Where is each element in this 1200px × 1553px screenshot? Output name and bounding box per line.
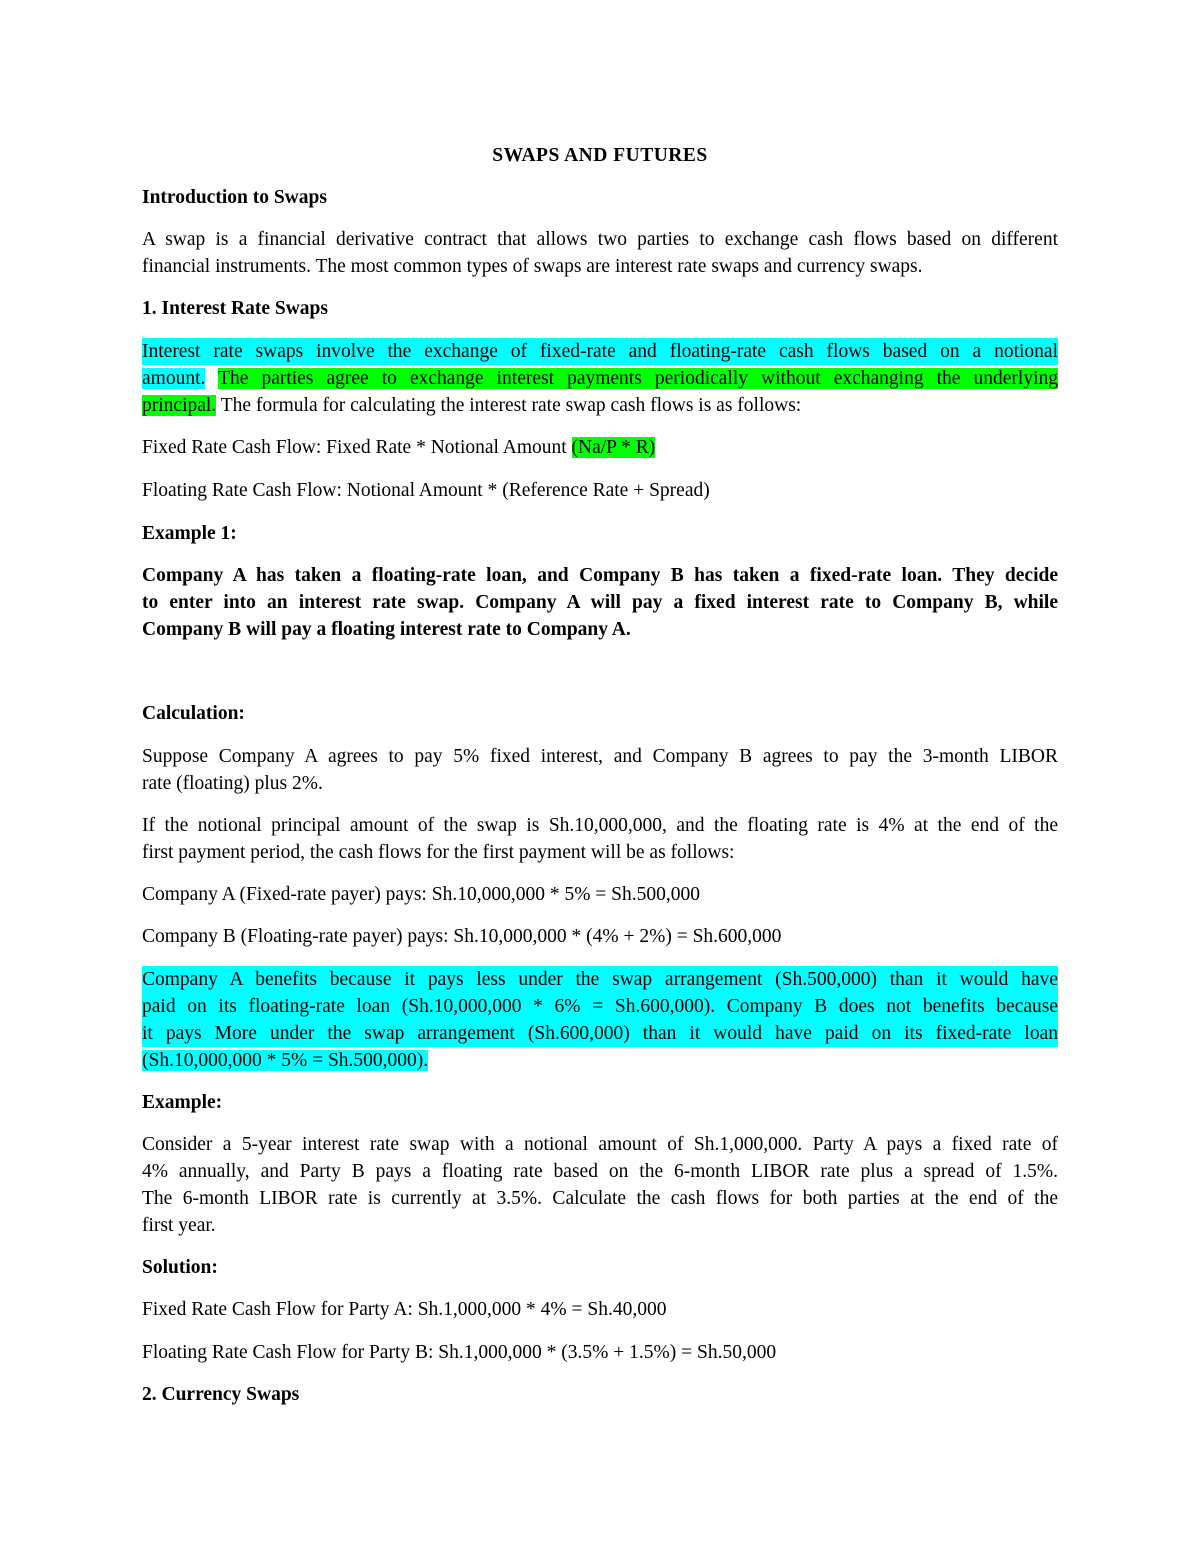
irs-line-3 xyxy=(142,392,801,419)
interest-rate-swaps-heading: 1. Interest Rate Swaps xyxy=(142,298,328,319)
irs-line-3-green: principal. xyxy=(142,395,217,416)
example-2-line-3: The 6-month LIBOR rate is currently at 3.5%. Calculate the cash flows for both parties at the end of the xyxy=(142,1188,1058,1209)
example-1-line-2: to enter into an interest rate swap. Company A will pay a fixed interest rate to Company B, while xyxy=(142,592,1058,613)
benefit-line-3: it pays More under the swap arrangement (Sh.600,000) than it would have paid on its fixed-rate loan xyxy=(142,1020,1058,1047)
example-2-line-2: 4% annually, and Party B pays a floating rate based on the 6-month LIBOR rate plus a spread of 1.5%. xyxy=(142,1161,1058,1182)
irs-line-3-plain: The formula for calculating the interest rate swap cash flows is as follows: xyxy=(216,395,802,416)
solution-line-1: Fixed Rate Cash Flow for Party A: Sh.1,000,000 * 4% = Sh.40,000 xyxy=(142,1299,667,1320)
intro-line-1: A swap is a financial derivative contract that allows two parties to exchange cash flows based on different xyxy=(142,229,1058,250)
fixed-rate-formula-highlight: (Na/P * R) xyxy=(571,437,656,458)
solution-heading: Solution: xyxy=(142,1257,218,1278)
calculation-line-3: If the notional principal amount of the swap is Sh.10,000,000, and the floating rate is 4% at the end of the xyxy=(142,815,1058,836)
calculation-heading: Calculation: xyxy=(142,703,245,724)
irs-line-2-cyan: amount. xyxy=(142,368,206,389)
floating-rate-formula: Floating Rate Cash Flow: Notional Amount * (Reference Rate + Spread) xyxy=(142,480,710,501)
irs-line-1: Interest rate swaps involve the exchange of fixed-rate and floating-rate cash flows based on a notional xyxy=(142,338,1058,365)
currency-swaps-heading: 2. Currency Swaps xyxy=(142,1384,300,1405)
example-1-line-3: Company B will pay a floating interest rate to Company A. xyxy=(142,619,631,640)
fixed-rate-formula-text: Fixed Rate Cash Flow: Fixed Rate * Notional Amount xyxy=(142,437,572,458)
intro-line-2: financial instruments. The most common types of swaps are interest rate swaps and currency swaps. xyxy=(142,256,923,277)
benefit-line-4 xyxy=(142,1047,428,1074)
example-2-line-4: first year. xyxy=(142,1215,216,1236)
benefit-line-2: paid on its floating-rate loan (Sh.10,000,000 * 6% = Sh.600,000). Company B does not benefits because xyxy=(142,993,1058,1020)
calculation-line-4: first payment period, the cash flows for the first payment will be as follows: xyxy=(142,842,735,863)
benefit-line-4-text: (Sh.10,000,000 * 5% = Sh.500,000). xyxy=(142,1050,429,1071)
example-1-line-1: Company A has taken a floating-rate loan, and Company B has taken a fixed-rate loan. They decide xyxy=(142,565,1058,586)
intro-heading: Introduction to Swaps xyxy=(142,187,327,208)
company-a-payment: Company A (Fixed-rate payer) pays: Sh.10,000,000 * 5% = Sh.500,000 xyxy=(142,884,701,905)
company-b-payment: Company B (Floating-rate payer) pays: Sh.10,000,000 * (4% + 2%) = Sh.600,000 xyxy=(142,926,782,947)
example-2-line-1: Consider a 5-year interest rate swap with a notional amount of Sh.1,000,000. Party A pays a fixed rate of xyxy=(142,1134,1058,1155)
calculation-line-2: rate (floating) plus 2%. xyxy=(142,773,323,794)
fixed-rate-formula xyxy=(142,434,655,461)
example-1-heading: Example 1: xyxy=(142,523,237,544)
document-title: SWAPS AND FUTURES xyxy=(492,145,708,166)
irs-line-2 xyxy=(142,365,1058,392)
irs-line-2-green: The parties agree to exchange interest payments periodically without exchanging the underlying xyxy=(218,368,1058,389)
calculation-line-1: Suppose Company A agrees to pay 5% fixed interest, and Company B agrees to pay the 3-month LIBOR xyxy=(142,746,1058,767)
benefit-line-1: Company A benefits because it pays less under the swap arrangement (Sh.500,000) than it would have xyxy=(142,966,1058,993)
solution-line-2: Floating Rate Cash Flow for Party B: Sh.1,000,000 * (3.5% + 1.5%) = Sh.50,000 xyxy=(142,1342,777,1363)
example-2-heading: Example: xyxy=(142,1092,223,1113)
